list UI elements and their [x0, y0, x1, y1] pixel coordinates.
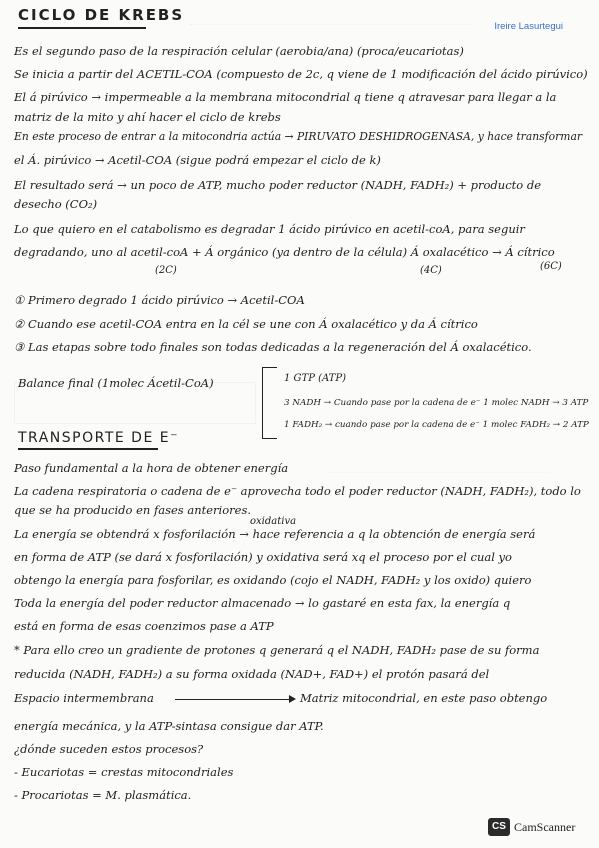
note-line: matriz de la mito y ahí hacer el ciclo de krebs: [14, 110, 281, 124]
balance-bracket: [262, 367, 277, 439]
note-line: El resultado será → un poco de ATP, mucho poder reductor (NADH, FADH₂) + producto de: [14, 178, 542, 192]
superscript-note: oxidativa: [250, 516, 297, 527]
note-line: Espacio intermembrana: [14, 691, 154, 705]
balance-item: 3 NADH → Cuando pase por la cadena de e⁻ 1 molec NADH → 3 ATP: [284, 398, 589, 408]
note-line: En este proceso de entrar a la mitocondria actúa → PIRUVATO DESHIDROGENASA, y hace transformar: [14, 130, 583, 143]
note-line: La cadena respiratoria o cadena de e⁻ aprovecha todo el poder reductor (NADH, FADH₂), todo lo: [14, 484, 581, 498]
carbon-label: (2C): [155, 265, 177, 276]
note-line: Lo que quiero en el catabolismo es degradar 1 ácido pirúvico en acetil-coA, para seguir: [14, 222, 525, 236]
carbon-label: (4C): [420, 265, 442, 276]
note-line: Es el segundo paso de la respiración celular (aerobia/ana) (proca/eucariotas): [14, 44, 464, 58]
arrow-head-icon: [289, 695, 296, 703]
list-item: - Eucariotas = crestas mitocondriales: [14, 765, 234, 779]
camscanner-label: CamScanner: [514, 820, 576, 834]
carbon-label: (6C): [540, 261, 562, 272]
note-line: degradando, uno al acetil-coA + Á orgánico (ya dentro de la célula) Á oxalacético → Á cítrico: [14, 245, 555, 259]
page-title: CICLO DE KREBS: [18, 6, 185, 24]
faint-bleed-through: [330, 458, 550, 473]
note-line: desecho (CO₂): [14, 197, 98, 211]
note-line: el Á. pirúvico → Acetil-COA (sigue podrá empezar el ciclo de k): [14, 153, 381, 167]
note-line: Toda la energía del poder reductor almacenado → lo gastaré en esta fax, la energía q: [14, 596, 511, 610]
title-underline: [18, 27, 146, 29]
note-line: ¿dónde suceden estos procesos?: [14, 742, 204, 756]
step-item: ① Primero degrado 1 ácido pirúvico → Acetil-COA: [14, 293, 305, 307]
step-item: ③ Las etapas sobre todo finales son todas dedicadas a la regeneración del Á oxalacético.: [14, 340, 532, 354]
camscanner-logo-icon: CS: [488, 818, 510, 836]
note-line: obtengo la energía para fosforilar, es oxidando (cojo el NADH, FADH₂ y los oxido) quiero: [14, 573, 532, 587]
section-heading: TRANSPORTE DE E⁻: [18, 430, 179, 446]
note-line: El á pirúvico → impermeable a la membrana mitocondrial q tiene q atravesar para llegar a la: [14, 90, 557, 104]
section-underline: [18, 448, 158, 450]
step-item: ② Cuando ese acetil-COA entra en la cél se une con Á oxalacético y da Á cítrico: [14, 317, 478, 331]
arrow-line: [175, 699, 293, 700]
note-line: energía mecánica, y la ATP-sintasa consigue dar ATP.: [14, 719, 324, 733]
balance-label: Balance final (1molec Ácetil-CoA): [18, 376, 214, 390]
note-line: reducida (NADH, FADH₂) a su forma oxidada (NAD+, FAD+) el protón pasará del: [14, 667, 490, 681]
note-line: que se ha producido en fases anteriores.: [14, 503, 252, 517]
note-line: está en forma de esas coenzimos pase a ATP: [14, 619, 274, 633]
balance-item: 1 GTP (ATP): [284, 373, 346, 384]
note-line: Matriz mitocondrial, en este paso obtengo: [300, 691, 548, 705]
balance-item: 1 FADH₂ → cuando pase por la cadena de e⁻ 1 molec FADH₂ → 2 ATP: [284, 420, 589, 430]
list-item: - Procariotas = M. plasmática.: [14, 788, 192, 802]
note-line: Paso fundamental a la hora de obtener energía: [14, 461, 289, 475]
author-name: Ireire Lasurtegui: [494, 21, 563, 32]
note-line: La energía se obtendrá x fosforilación → hace referencia a q la obtención de energía será: [14, 527, 536, 541]
faint-bleed-through: [190, 10, 470, 25]
note-line: * Para ello creo un gradiente de protones q generará q el NADH, FADH₂ pase de su forma: [14, 643, 540, 657]
note-line: en forma de ATP (se dará x fosforilación) y oxidativa será xq el proceso por el cual yo: [14, 550, 512, 564]
note-line: Se inicia a partir del ACETIL-COA (compuesto de 2c, q viene de 1 modificación del ácido pirúvico): [14, 67, 588, 81]
